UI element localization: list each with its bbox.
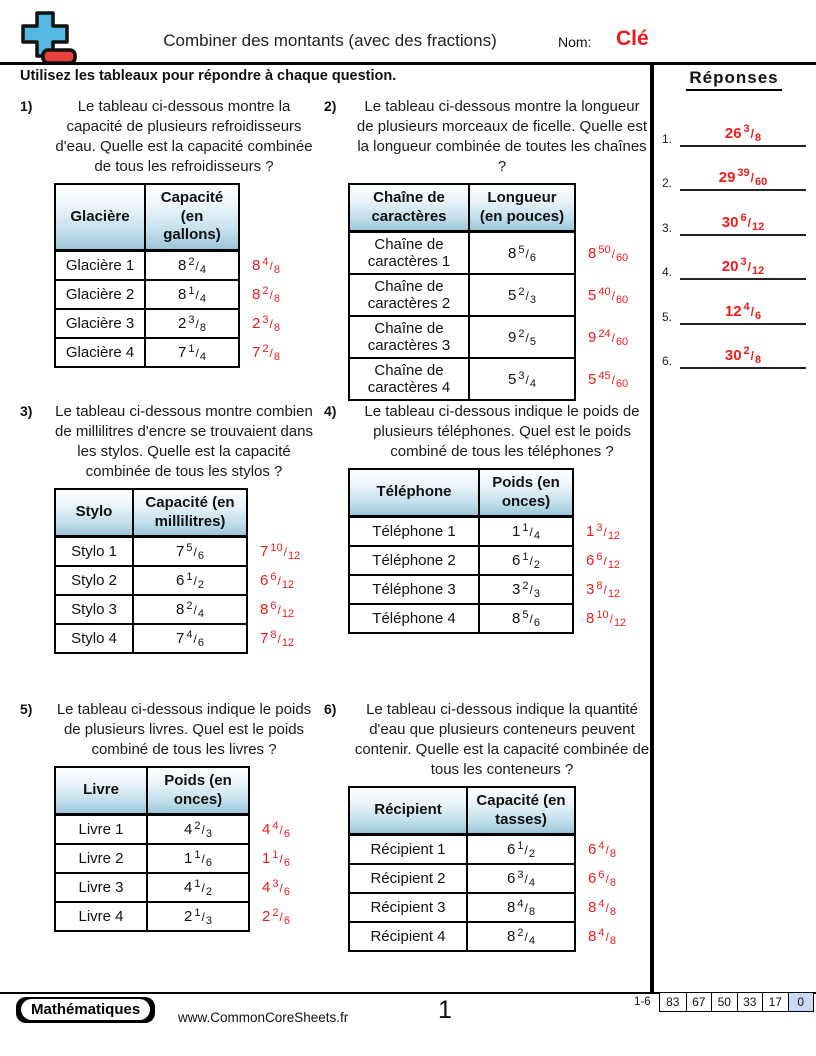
item-label: Récipient 1 — [349, 835, 467, 864]
note-spacer — [575, 787, 622, 835]
item-value: 8 $^2/_4$ — [145, 251, 239, 280]
score-cell: 83 — [660, 993, 686, 1011]
answer-value: 30 $^6/_{12}$ — [721, 211, 765, 233]
column-header: Poids (en onces) — [147, 767, 249, 815]
item-value: 5 $^2/_3$ — [469, 274, 575, 316]
converted-value-annotation: 8 $^4/_8$ — [588, 897, 616, 918]
question-text: Le tableau ci-dessous montre la longueur de plusieurs morceaux de ficelle. Quelle est la longueur combinée de toutes les chaînes ? — [356, 98, 648, 175]
page-title: Combiner des montants (avec des fractions) — [163, 31, 497, 50]
item-value: 8 $^2/_4$ — [467, 922, 575, 951]
column-header: Capacité (en tasses) — [467, 787, 575, 835]
answer-number: 4. — [662, 265, 673, 279]
answer-number: 5. — [662, 309, 673, 324]
converted-value-annotation: 2 $^2/_6$ — [262, 906, 290, 927]
question-number: 5) — [20, 701, 33, 717]
data-table-2 — [348, 183, 635, 402]
converted-value-annotation: 9 $^{24}/_{60}$ — [588, 327, 629, 348]
item-label: Chaîne de caractères 2 — [349, 274, 469, 316]
plus-minus-icon — [16, 10, 80, 66]
column-header: Longueur (en pouces) — [469, 184, 575, 232]
score-grid — [659, 992, 814, 1012]
converted-value-annotation: 5 $^{45}/_{60}$ — [588, 369, 629, 390]
table-row — [55, 309, 286, 338]
answer-blank — [680, 300, 806, 325]
answers-divider — [650, 65, 654, 992]
table-row — [349, 575, 631, 604]
table-row — [55, 815, 296, 844]
table-row — [55, 251, 286, 280]
item-value: 2 $^3/_8$ — [145, 309, 239, 338]
note-spacer — [249, 767, 296, 815]
item-value: 8 $^4/_8$ — [467, 893, 575, 922]
converted-value-annotation: 8 $^4/_8$ — [252, 255, 280, 276]
item-label: Récipient 2 — [349, 864, 467, 893]
item-value: 9 $^2/_5$ — [469, 316, 575, 358]
table-row — [349, 274, 634, 316]
item-value: 2 $^1/_3$ — [147, 902, 249, 931]
converted-value-annotation: 8 $^{50}/_{60}$ — [588, 243, 629, 264]
table-header-row — [349, 184, 634, 232]
question-number: 4) — [324, 403, 337, 419]
table-row — [349, 922, 622, 951]
converted-value-annotation: 7 $^2/_8$ — [252, 342, 280, 363]
answer-value: 20 $^3/_{12}$ — [721, 256, 765, 277]
item-value: 3 $^2/_3$ — [479, 575, 573, 604]
note-spacer — [239, 184, 286, 251]
item-value: 1 $^1/_6$ — [147, 844, 249, 873]
data-table-6 — [348, 786, 623, 952]
item-label: Stylo 2 — [55, 566, 133, 595]
table-row — [55, 537, 306, 566]
table-row — [349, 232, 634, 275]
item-label: Chaîne de caractères 3 — [349, 316, 469, 358]
question-text: Le tableau ci-dessous montre combien de millilitres d'encre se trouvaient dans les stylos. Quelle est la capacité combinée de tous les stylos ? — [55, 403, 313, 480]
column-header: Récipient — [349, 787, 467, 835]
header-rule — [0, 62, 816, 65]
score-cell: 33 — [737, 993, 763, 1011]
converted-value-annotation: 6 $^6/_{12}$ — [586, 550, 621, 571]
item-label: Stylo 3 — [55, 595, 133, 624]
table-row — [349, 546, 631, 575]
item-value: 7 $^4/_6$ — [133, 624, 247, 653]
answer-item — [658, 147, 810, 192]
converted-value-annotation: 8 $^2/_8$ — [252, 284, 280, 305]
item-value: 8 $^5/_6$ — [469, 232, 575, 275]
converted-value-annotation: 4 $^3/_6$ — [262, 877, 290, 898]
item-label: Stylo 1 — [55, 537, 133, 566]
table-row — [55, 280, 286, 309]
answer-number: 3. — [662, 220, 673, 235]
table-row — [55, 624, 306, 653]
item-value: 5 $^3/_4$ — [469, 358, 575, 400]
instruction-text: Utilisez les tableaux pour répondre à chaque question. — [20, 68, 397, 84]
question-number: 2) — [324, 98, 337, 114]
answer-item — [658, 102, 810, 147]
answer-number: 2. — [662, 176, 673, 190]
score-cell-highlighted: 0 — [788, 993, 814, 1011]
table-row — [55, 902, 296, 931]
score-cell: 17 — [762, 993, 788, 1011]
item-value: 4 $^1/_2$ — [147, 873, 249, 902]
item-label: Livre 4 — [55, 902, 147, 931]
item-label: Livre 1 — [55, 815, 147, 844]
answer-value: 12 $^4/_6$ — [724, 300, 762, 322]
answer-blank — [680, 122, 806, 147]
column-header: Glacière — [55, 184, 145, 251]
score-range-label: 1-6 — [634, 996, 651, 1008]
item-value: 8 $^1/_4$ — [145, 280, 239, 309]
item-value: 6 $^3/_4$ — [467, 864, 575, 893]
table-row — [55, 873, 296, 902]
table-row — [349, 893, 622, 922]
converted-value-annotation: 5 $^{40}/_{60}$ — [588, 285, 629, 306]
item-value: 6 $^1/_2$ — [479, 546, 573, 575]
score-cell: 50 — [711, 993, 737, 1011]
item-label: Glacière 2 — [55, 280, 145, 309]
question-text: Le tableau ci-dessous indique le poids de plusieurs livres. Quel est le poids combiné de tous les livres ? — [56, 701, 312, 758]
column-header: Capacité (en gallons) — [145, 184, 239, 251]
item-value: 1 $^1/_4$ — [479, 517, 573, 546]
name-label: Nom: — [558, 34, 592, 50]
item-label: Livre 2 — [55, 844, 147, 873]
converted-value-annotation: 2 $^3/_8$ — [252, 313, 280, 334]
answer-number: 6. — [662, 354, 673, 368]
question-text: Le tableau ci-dessous montre la capacité de plusieurs refroidisseurs d'eau. Quelle est la capacité combinée de tous les refroidisseurs ? — [55, 98, 313, 175]
answer-value: 29 $^{39}/_{60}$ — [718, 167, 768, 188]
data-table-1 — [54, 183, 287, 368]
answers-heading: Réponses — [658, 68, 810, 88]
answer-blank — [680, 211, 806, 236]
answer-item — [658, 325, 810, 370]
column-header: Stylo — [55, 489, 133, 537]
table-row — [55, 595, 306, 624]
score-cell: 67 — [686, 993, 712, 1011]
item-label: Téléphone 1 — [349, 517, 479, 546]
question-number: 6) — [324, 701, 337, 717]
item-label: Récipient 4 — [349, 922, 467, 951]
note-spacer — [573, 469, 631, 517]
converted-value-annotation: 1 $^1/_6$ — [262, 848, 290, 869]
data-table-5 — [54, 766, 297, 932]
item-value: 7 $^1/_4$ — [145, 338, 239, 367]
item-label: Glacière 1 — [55, 251, 145, 280]
answer-item — [658, 280, 810, 325]
problem-2 — [324, 97, 650, 401]
column-header: Téléphone — [349, 469, 479, 517]
item-value: 7 $^5/_6$ — [133, 537, 247, 566]
item-label: Récipient 3 — [349, 893, 467, 922]
item-value: 6 $^1/_2$ — [467, 835, 575, 864]
answer-blank — [680, 169, 806, 191]
website-url: www.CommonCoreSheets.fr — [178, 1010, 349, 1025]
data-table-4 — [348, 468, 632, 634]
subject-badge-label: Mathématiques — [21, 999, 150, 1020]
column-header: Poids (en onces) — [479, 469, 573, 517]
item-label: Chaîne de caractères 4 — [349, 358, 469, 400]
item-value: 4 $^2/_3$ — [147, 815, 249, 844]
converted-value-annotation: 6 $^4/_8$ — [588, 839, 616, 860]
converted-value-annotation: 7 $^8/_{12}$ — [260, 628, 295, 649]
converted-value-annotation: 8 $^4/_8$ — [588, 926, 616, 947]
answer-blank — [680, 347, 806, 369]
problem-5 — [20, 700, 318, 932]
answer-value: 26 $^3/_8$ — [724, 122, 762, 144]
item-label: Téléphone 3 — [349, 575, 479, 604]
question-number: 3) — [20, 403, 33, 419]
converted-value-annotation: 6 $^6/_8$ — [588, 868, 616, 889]
table-row — [349, 316, 634, 358]
note-spacer — [575, 184, 634, 232]
table-row — [349, 864, 622, 893]
converted-value-annotation: 4 $^4/_6$ — [262, 819, 290, 840]
converted-value-annotation: 8 $^{10}/_{12}$ — [586, 608, 627, 629]
note-spacer — [247, 489, 306, 537]
item-value: 8 $^2/_4$ — [133, 595, 247, 624]
answers-list — [658, 102, 810, 369]
answer-blank — [680, 258, 806, 280]
item-label: Stylo 4 — [55, 624, 133, 653]
item-value: 8 $^5/_6$ — [479, 604, 573, 633]
column-header: Capacité (en millilitres) — [133, 489, 247, 537]
item-label: Glacière 3 — [55, 309, 145, 338]
problem-3 — [20, 402, 318, 654]
table-row — [55, 338, 286, 367]
item-label: Téléphone 4 — [349, 604, 479, 633]
problem-4 — [324, 402, 650, 634]
item-label: Glacière 4 — [55, 338, 145, 367]
subject-badge — [16, 997, 155, 1023]
name-value: Clé — [616, 27, 649, 50]
table-row — [349, 604, 631, 633]
table-header-row — [55, 184, 286, 251]
page-number: 1 — [438, 996, 452, 1024]
converted-value-annotation: 1 $^3/_{12}$ — [586, 521, 621, 542]
converted-value-annotation: 8 $^6/_{12}$ — [260, 599, 295, 620]
table-row — [55, 566, 306, 595]
converted-value-annotation: 6 $^6/_{12}$ — [260, 570, 295, 591]
column-header: Chaîne de caractères — [349, 184, 469, 232]
table-row — [55, 844, 296, 873]
table-header-row — [55, 767, 296, 815]
table-row — [349, 835, 622, 864]
question-number: 1) — [20, 98, 33, 114]
table-row — [349, 358, 634, 400]
answers-column — [658, 68, 810, 369]
table-header-row — [55, 489, 306, 537]
converted-value-annotation: 7 $^{10}/_{12}$ — [260, 541, 301, 562]
converted-value-annotation: 3 $^8/_{12}$ — [586, 579, 621, 600]
question-text: Le tableau ci-dessous indique le poids de plusieurs téléphones. Quel est le poids combiné de tous les téléphones ? — [364, 403, 640, 460]
table-row — [349, 517, 631, 546]
data-table-3 — [54, 488, 307, 654]
problem-6 — [324, 700, 650, 952]
item-label: Chaîne de caractères 1 — [349, 232, 469, 275]
problem-1 — [20, 97, 318, 368]
table-header-row — [349, 787, 622, 835]
table-header-row — [349, 469, 631, 517]
column-header: Livre — [55, 767, 147, 815]
answer-item — [658, 236, 810, 281]
answer-number: 1. — [662, 131, 673, 146]
question-text: Le tableau ci-dessous indique la quantité d'eau que plusieurs conteneurs peuvent contenir. Quelle est la capacité combinée de tous les conteneurs ? — [354, 701, 650, 778]
answer-item — [658, 191, 810, 236]
answer-value: 30 $^2/_8$ — [724, 345, 762, 366]
item-value: 6 $^1/_2$ — [133, 566, 247, 595]
item-label: Téléphone 2 — [349, 546, 479, 575]
item-label: Livre 3 — [55, 873, 147, 902]
